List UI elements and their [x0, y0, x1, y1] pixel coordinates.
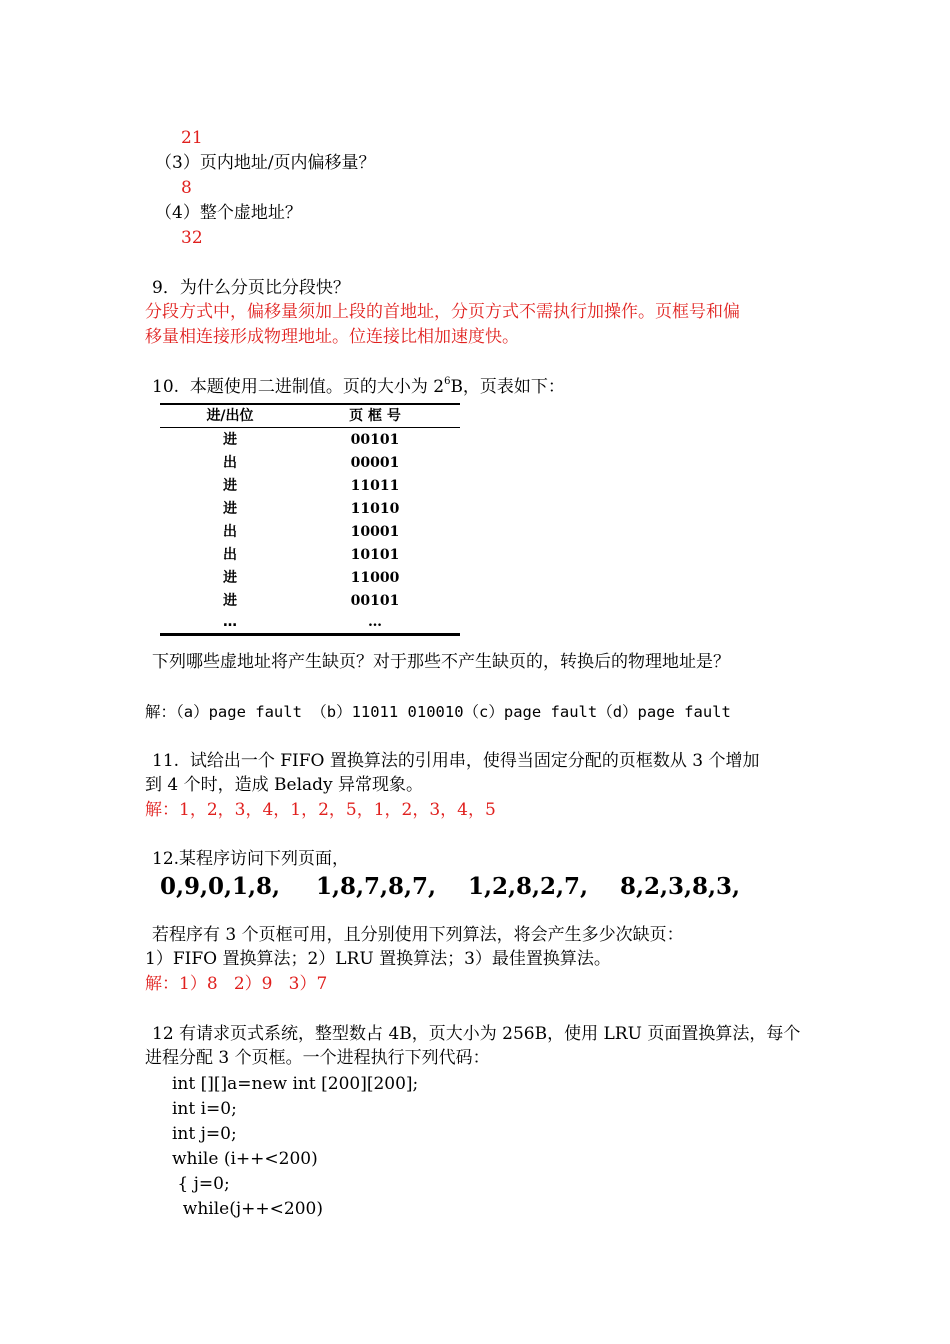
table-cell-frame: 00001: [350, 455, 400, 471]
table-cell-inout: 出: [223, 455, 237, 471]
table-cell-frame: 00101: [350, 432, 400, 448]
code-line: int [][]a=new int [200][200];: [172, 1074, 419, 1094]
code-line: int i=0;: [172, 1099, 237, 1119]
q9-answer-line-1: 分段方式中，偏移量须加上段的首地址，分页方式不需执行加操作。页框号和偏: [145, 302, 740, 322]
page-sequence-group-3: 1,2,8,2,7,: [468, 873, 589, 900]
q8-subquestion-4: （4）整个虚地址？: [155, 203, 302, 223]
code-line: { j=0;: [172, 1174, 230, 1194]
table-cell-frame: …: [368, 614, 382, 630]
page-sequence-group-2: 1,8,7,8,7,: [316, 873, 437, 900]
q12a-line-2: 1）FIFO 置换算法；2）LRU 置换算法；3）最佳置换算法。: [145, 949, 611, 969]
q10-question-suffix: B，页表如下：: [450, 377, 565, 397]
q8-answer-3: 8: [181, 178, 192, 198]
q11-line-2: 到 4 个时，造成 Belady 异常现象。: [145, 775, 424, 795]
q9-question: 9．为什么分页比分段快？: [152, 278, 350, 298]
code-line: while(j++<200): [172, 1199, 323, 1219]
page-sequence-group-4: 8,2,3,8,3,: [620, 873, 741, 900]
table-cell-frame: 11000: [350, 570, 400, 586]
table-header-rule: [160, 427, 460, 428]
table-header-inout: 进/出位: [206, 408, 254, 424]
table-cell-inout: 进: [223, 432, 237, 448]
q8-answer-4: 32: [181, 228, 203, 248]
q12b-line-2: 进程分配 3 个页框。一个进程执行下列代码：: [145, 1048, 490, 1068]
table-cell-inout: …: [223, 614, 237, 630]
q10-followup: 下列哪些虚地址将产生缺页？对于那些不产生缺页的，转换后的物理地址是？: [152, 652, 730, 672]
q10-question: [152, 376, 565, 398]
q8-subquestion-3: （3）页内地址/页内偏移量？: [155, 153, 376, 173]
q12b-line-1: 12 有请求页式系统，整型数占 4B，页大小为 256B，使用 LRU 页面置换算法，每个: [152, 1024, 801, 1044]
code-line: while (i++<200): [172, 1149, 318, 1169]
q11-line-1: 11. 试给出一个 FIFO 置换算法的引用串，使得当固定分配的页框数从 3 个增加: [152, 751, 760, 771]
q9-answer-line-2: 移量相连接形成物理地址。位连接比相加速度快。: [145, 327, 519, 347]
table-cell-inout: 出: [223, 547, 237, 563]
table-cell-inout: 进: [223, 501, 237, 517]
table-cell-frame: 10001: [350, 524, 400, 540]
table-cell-inout: 进: [223, 478, 237, 494]
q8-answer-2: 21: [181, 128, 203, 148]
q10-solution: 解：（a）page fault （b）11011 010010（c）page fault（d）page fault: [145, 703, 731, 721]
table-bottom-rule: [160, 633, 460, 636]
table-cell-inout: 进: [223, 593, 237, 609]
table-cell-frame: 10101: [350, 547, 400, 563]
table-cell-inout: 出: [223, 524, 237, 540]
table-cell-frame: 11010: [350, 501, 400, 517]
q12a-answer: 解：1）8 2）9 3）7: [145, 974, 328, 994]
q10-question-prefix: 10. 本题使用二进制值。页的大小为 2: [152, 377, 445, 397]
q10-exponent: 6: [444, 376, 451, 387]
q11-answer: 解：1，2，3，4，1，2，5，1，2，3，4，5: [145, 800, 496, 820]
q12a-line-1: 若程序有 3 个页框可用，且分别使用下列算法，将会产生多少次缺页：: [152, 925, 684, 945]
code-line: int j=0;: [172, 1124, 237, 1144]
page-sequence-group-1: 0,9,0,1,8,: [160, 873, 281, 900]
q12a-question: 12.某程序访问下列页面，: [152, 849, 350, 869]
table-cell-inout: 进: [223, 570, 237, 586]
table-header-frame: 页 框 号: [349, 408, 401, 424]
table-cell-frame: 11011: [350, 478, 400, 494]
table-cell-frame: 00101: [350, 593, 400, 609]
